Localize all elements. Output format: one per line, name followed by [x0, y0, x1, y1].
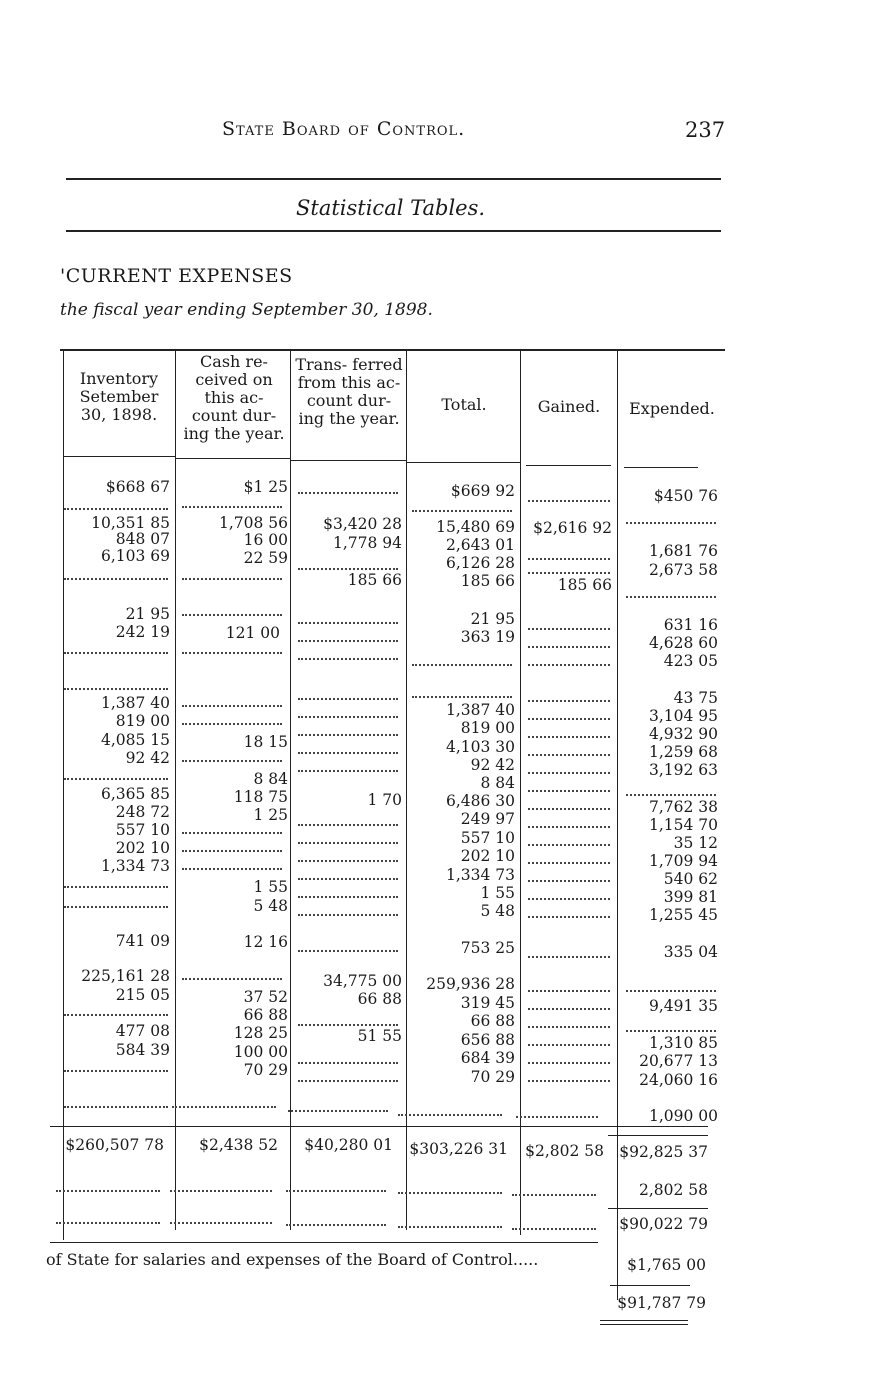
expended-cell: 3,104 95	[648, 707, 718, 725]
totals-top-rule	[50, 1126, 708, 1127]
leader-dots	[64, 688, 168, 690]
inventory-cell: 557 10	[115, 821, 170, 839]
header-bottom-rule	[407, 462, 520, 463]
leader-dots	[182, 850, 282, 852]
leader-dots	[56, 1222, 160, 1224]
inventory-cell: 92 42	[125, 749, 170, 767]
leader-dots	[298, 914, 398, 916]
leader-dots	[286, 1224, 386, 1226]
leader-dots	[182, 506, 282, 508]
total-cell: 319 45	[460, 994, 515, 1012]
expended-cell: 1,310 85	[648, 1034, 718, 1052]
leader-dots	[64, 1014, 168, 1016]
expended-cell: 1,154 70	[648, 816, 718, 834]
inventory-cell: 6,103 69	[100, 547, 170, 565]
leader-dots	[528, 844, 610, 846]
transferred-cell: 1 70	[367, 791, 402, 809]
leader-dots	[288, 1110, 388, 1112]
net-rule	[608, 1208, 708, 1209]
total-cell: 5 48	[480, 902, 515, 920]
total-transferred: $40,280 01	[304, 1136, 393, 1154]
gained-cell: 185 66	[557, 576, 612, 594]
expended-cell: $450 76	[653, 487, 718, 505]
cash-cell: 70 29	[243, 1061, 288, 1079]
leader-dots	[626, 522, 716, 524]
cash-cell: 100 00	[233, 1043, 288, 1061]
leader-dots	[64, 578, 168, 580]
leader-dots	[528, 628, 610, 630]
inventory-cell: 202 10	[115, 839, 170, 857]
leader-dots	[182, 723, 282, 725]
leader-dots	[512, 1194, 596, 1196]
inventory-cell: 1,387 40	[100, 694, 170, 712]
footer-line: of State for salaries and expenses of the Board of Control.....	[46, 1250, 539, 1269]
leader-dots	[626, 1030, 716, 1032]
transferred-cell: 1,778 94	[332, 534, 402, 552]
total-cell: 1,334 73	[445, 866, 515, 884]
leader-dots	[286, 1190, 386, 1192]
leader-dots	[182, 578, 282, 580]
transferred-cell: $3,420 28	[323, 515, 402, 533]
table-bottom-rule	[50, 1242, 598, 1243]
leader-dots	[64, 778, 168, 780]
leader-dots	[528, 736, 610, 738]
leader-dots	[182, 832, 282, 834]
total-cell: 1 55	[480, 884, 515, 902]
transferred-cell: 51 55	[357, 1027, 402, 1045]
leader-dots	[298, 770, 398, 772]
total-cell: 6,126 28	[445, 554, 515, 572]
expended-cell: 24,060 16	[639, 1071, 718, 1089]
cash-cell: 1,708 56	[218, 514, 288, 532]
subtitle-rule	[66, 230, 721, 232]
gained-cell: $2,616 92	[533, 519, 612, 537]
leader-dots	[626, 794, 716, 796]
expended-cell: 4,932 90	[648, 725, 718, 743]
header-inventory: Inventory Setember 30, 1898.	[79, 369, 159, 424]
leader-dots	[298, 640, 398, 642]
footer-amount: $1,765 00	[627, 1256, 706, 1274]
expended-cell: 43 75	[673, 689, 718, 707]
net-expended: $90,022 79	[619, 1215, 708, 1233]
leader-dots	[298, 1062, 398, 1064]
expended-cell: 540 62	[663, 870, 718, 888]
leader-dots	[298, 734, 398, 736]
table-caption: the fiscal year ending September 30, 1898.	[60, 300, 433, 320]
leader-dots	[298, 1080, 398, 1082]
leader-dots	[182, 760, 282, 762]
inventory-cell: 225,161 28	[81, 967, 170, 985]
leader-dots	[298, 658, 398, 660]
leader-dots	[528, 898, 610, 900]
header-bottom-rule	[176, 458, 290, 459]
total-gained: $2,802 58	[525, 1142, 604, 1160]
leader-dots	[412, 510, 512, 512]
cash-cell: 37 52	[243, 988, 288, 1006]
expended-cell: 3,192 63	[648, 761, 718, 779]
expended-cell: 35 12	[673, 834, 718, 852]
expended-cell: 1,681 76	[648, 542, 718, 560]
inventory-cell: 242 19	[115, 623, 170, 641]
total-cell: 684 39	[460, 1049, 515, 1067]
expended-cell: 1,709 94	[648, 852, 718, 870]
total-cell: 6,486 30	[445, 792, 515, 810]
inventory-cell: $668 67	[105, 478, 170, 496]
leader-dots	[298, 752, 398, 754]
inventory-cell: 819 00	[115, 712, 170, 730]
total-cell: 92 42	[470, 756, 515, 774]
expended-cell: 335 04	[663, 943, 718, 961]
leader-dots	[528, 880, 610, 882]
leader-dots	[528, 558, 610, 560]
inventory-cell: 848 07	[115, 530, 170, 548]
leader-dots	[298, 568, 398, 570]
expended-cell: 631 16	[663, 616, 718, 634]
cash-cell: 12 16	[243, 933, 288, 951]
total-cell: 819 00	[460, 719, 515, 737]
column-divider	[290, 350, 291, 1230]
leader-dots	[298, 896, 398, 898]
leader-dots	[298, 878, 398, 880]
leader-dots	[626, 990, 716, 992]
leader-dots	[626, 596, 716, 598]
inventory-cell: 10,351 85	[91, 514, 170, 532]
expended-cell: 1,255 45	[648, 906, 718, 924]
cash-cell: 121 00	[225, 624, 280, 642]
transferred-cell: 185 66	[347, 571, 402, 589]
table-title: 'CURRENT EXPENSES	[60, 265, 293, 287]
leader-dots	[182, 868, 282, 870]
leader-dots	[64, 652, 168, 654]
cash-cell: 1 55	[253, 878, 288, 896]
double-rule	[600, 1324, 688, 1325]
cash-cell: 16 00	[243, 531, 288, 549]
cash-cell: 128 25	[233, 1024, 288, 1042]
expended-cell: 399 81	[663, 888, 718, 906]
leader-dots	[298, 1024, 398, 1026]
inventory-cell: 21 95	[125, 605, 170, 623]
table-top-rule	[60, 349, 725, 351]
cash-cell: $1 25	[243, 478, 288, 496]
leader-dots	[528, 1062, 610, 1064]
column-divider	[406, 350, 407, 1230]
total-total: $303,226 31	[409, 1140, 508, 1158]
total-cell: 656 88	[460, 1031, 515, 1049]
total-cell: 1,387 40	[445, 701, 515, 719]
leader-dots	[528, 990, 610, 992]
leader-dots	[528, 862, 610, 864]
expended-cell: 1,259 68	[648, 743, 718, 761]
expended-cell: 7,762 38	[648, 798, 718, 816]
page-number: 237	[685, 118, 726, 142]
leader-dots	[398, 1226, 502, 1228]
expended-cell: 2,673 58	[648, 561, 718, 579]
leader-dots	[528, 572, 610, 574]
leader-dots	[298, 842, 398, 844]
running-header: State Board of Control.	[222, 118, 466, 140]
expended-cell: 423 05	[663, 652, 718, 670]
leader-dots	[298, 824, 398, 826]
leader-dots	[64, 886, 168, 888]
double-rule	[600, 1320, 688, 1321]
header-bottom-rule	[526, 465, 611, 466]
leader-dots	[64, 906, 168, 908]
section-subtitle: Statistical Tables.	[296, 196, 486, 220]
header-cash-received: Cash re- ceived on this ac- count dur- ing the year.	[183, 352, 285, 443]
cash-cell: 22 59	[243, 549, 288, 567]
leader-dots	[528, 754, 610, 756]
leader-dots	[516, 1116, 598, 1118]
inventory-cell: 4,085 15	[100, 731, 170, 749]
inventory-cell: 215 05	[115, 986, 170, 1004]
expended-cell: 1,090 00	[648, 1107, 718, 1125]
total-cell: 8 84	[480, 774, 515, 792]
leader-dots	[528, 500, 610, 502]
cash-cell: 118 75	[233, 788, 288, 806]
leader-dots	[398, 1114, 502, 1116]
total-cell: 21 95	[470, 610, 515, 628]
header-transferred: Trans- ferred from this ac- count dur- ing the year.	[295, 355, 403, 428]
leader-dots	[528, 1008, 610, 1010]
leader-dots	[182, 705, 282, 707]
gained-deduction: 2,802 58	[638, 1181, 708, 1199]
header-bottom-rule	[624, 467, 698, 468]
leader-dots	[170, 1190, 272, 1192]
leader-dots	[64, 1070, 168, 1072]
header-total: Total.	[441, 395, 487, 414]
total-cell: 185 66	[460, 572, 515, 590]
leader-dots	[298, 698, 398, 700]
total-cell: 557 10	[460, 829, 515, 847]
leader-dots	[182, 978, 282, 980]
total-cash: $2,438 52	[199, 1136, 278, 1154]
expended-cell: 20,677 13	[639, 1052, 718, 1070]
total-cell: 753 25	[460, 939, 515, 957]
column-divider	[175, 350, 176, 1230]
leader-dots	[172, 1106, 276, 1108]
cash-cell: 66 88	[243, 1006, 288, 1024]
total-expended: $92,825 37	[619, 1143, 708, 1161]
leader-dots	[528, 790, 610, 792]
inventory-cell: 741 09	[115, 932, 170, 950]
leader-dots	[528, 1026, 610, 1028]
expended-cell: 4,628 60	[648, 634, 718, 652]
leader-dots	[528, 956, 610, 958]
leader-dots	[170, 1222, 272, 1224]
cash-cell: 1 25	[253, 806, 288, 824]
total-cell: 202 10	[460, 847, 515, 865]
transferred-cell: 66 88	[357, 990, 402, 1008]
leader-dots	[398, 1192, 502, 1194]
column-divider	[520, 350, 521, 1235]
inventory-cell: 6,365 85	[100, 785, 170, 803]
leader-dots	[528, 700, 610, 702]
leader-dots	[298, 950, 398, 952]
cash-cell: 5 48	[253, 897, 288, 915]
leader-dots	[528, 718, 610, 720]
total-cell: 66 88	[470, 1012, 515, 1030]
cash-cell: 18 15	[243, 733, 288, 751]
leader-dots	[528, 1080, 610, 1082]
total-cell: 15,480 69	[436, 518, 515, 536]
header-bottom-rule	[291, 460, 406, 461]
leader-dots	[512, 1228, 596, 1230]
total-cell: 249 97	[460, 810, 515, 828]
inventory-cell: 1,334 73	[100, 857, 170, 875]
transferred-cell: 34,775 00	[323, 972, 402, 990]
leader-dots	[298, 716, 398, 718]
header-expended: Expended.	[629, 399, 715, 418]
leader-dots	[182, 614, 282, 616]
leader-dots	[412, 664, 512, 666]
leader-dots	[528, 664, 610, 666]
leader-dots	[64, 508, 168, 510]
total-cell: 363 19	[460, 628, 515, 646]
total-cell: $669 92	[450, 482, 515, 500]
leader-dots	[298, 492, 398, 494]
leader-dots	[528, 772, 610, 774]
leader-dots	[528, 826, 610, 828]
header-gained: Gained.	[537, 397, 601, 416]
leader-dots	[56, 1190, 160, 1192]
cash-cell: 8 84	[253, 770, 288, 788]
leader-dots	[528, 1044, 610, 1046]
total-cell: 2,643 01	[445, 536, 515, 554]
inventory-cell: 248 72	[115, 803, 170, 821]
total-cell: 4,103 30	[445, 738, 515, 756]
expended-total-rule	[608, 1135, 708, 1136]
leader-dots	[298, 860, 398, 862]
total-inventory: $260,507 78	[65, 1136, 164, 1154]
inventory-cell: 477 08	[115, 1022, 170, 1040]
expended-cell: 9,491 35	[648, 997, 718, 1015]
leader-dots	[528, 916, 610, 918]
total-cell: 70 29	[470, 1068, 515, 1086]
leader-dots	[412, 696, 512, 698]
total-cell: 259,936 28	[426, 975, 515, 993]
header-bottom-rule	[64, 456, 176, 457]
header-rule	[66, 178, 721, 180]
inventory-cell: 584 39	[115, 1041, 170, 1059]
leader-dots	[64, 1106, 168, 1108]
leader-dots	[298, 622, 398, 624]
grand-total: $91,787 79	[617, 1294, 706, 1312]
grand-total-rule	[610, 1285, 690, 1286]
leader-dots	[528, 808, 610, 810]
leader-dots	[528, 646, 610, 648]
leader-dots	[182, 652, 282, 654]
